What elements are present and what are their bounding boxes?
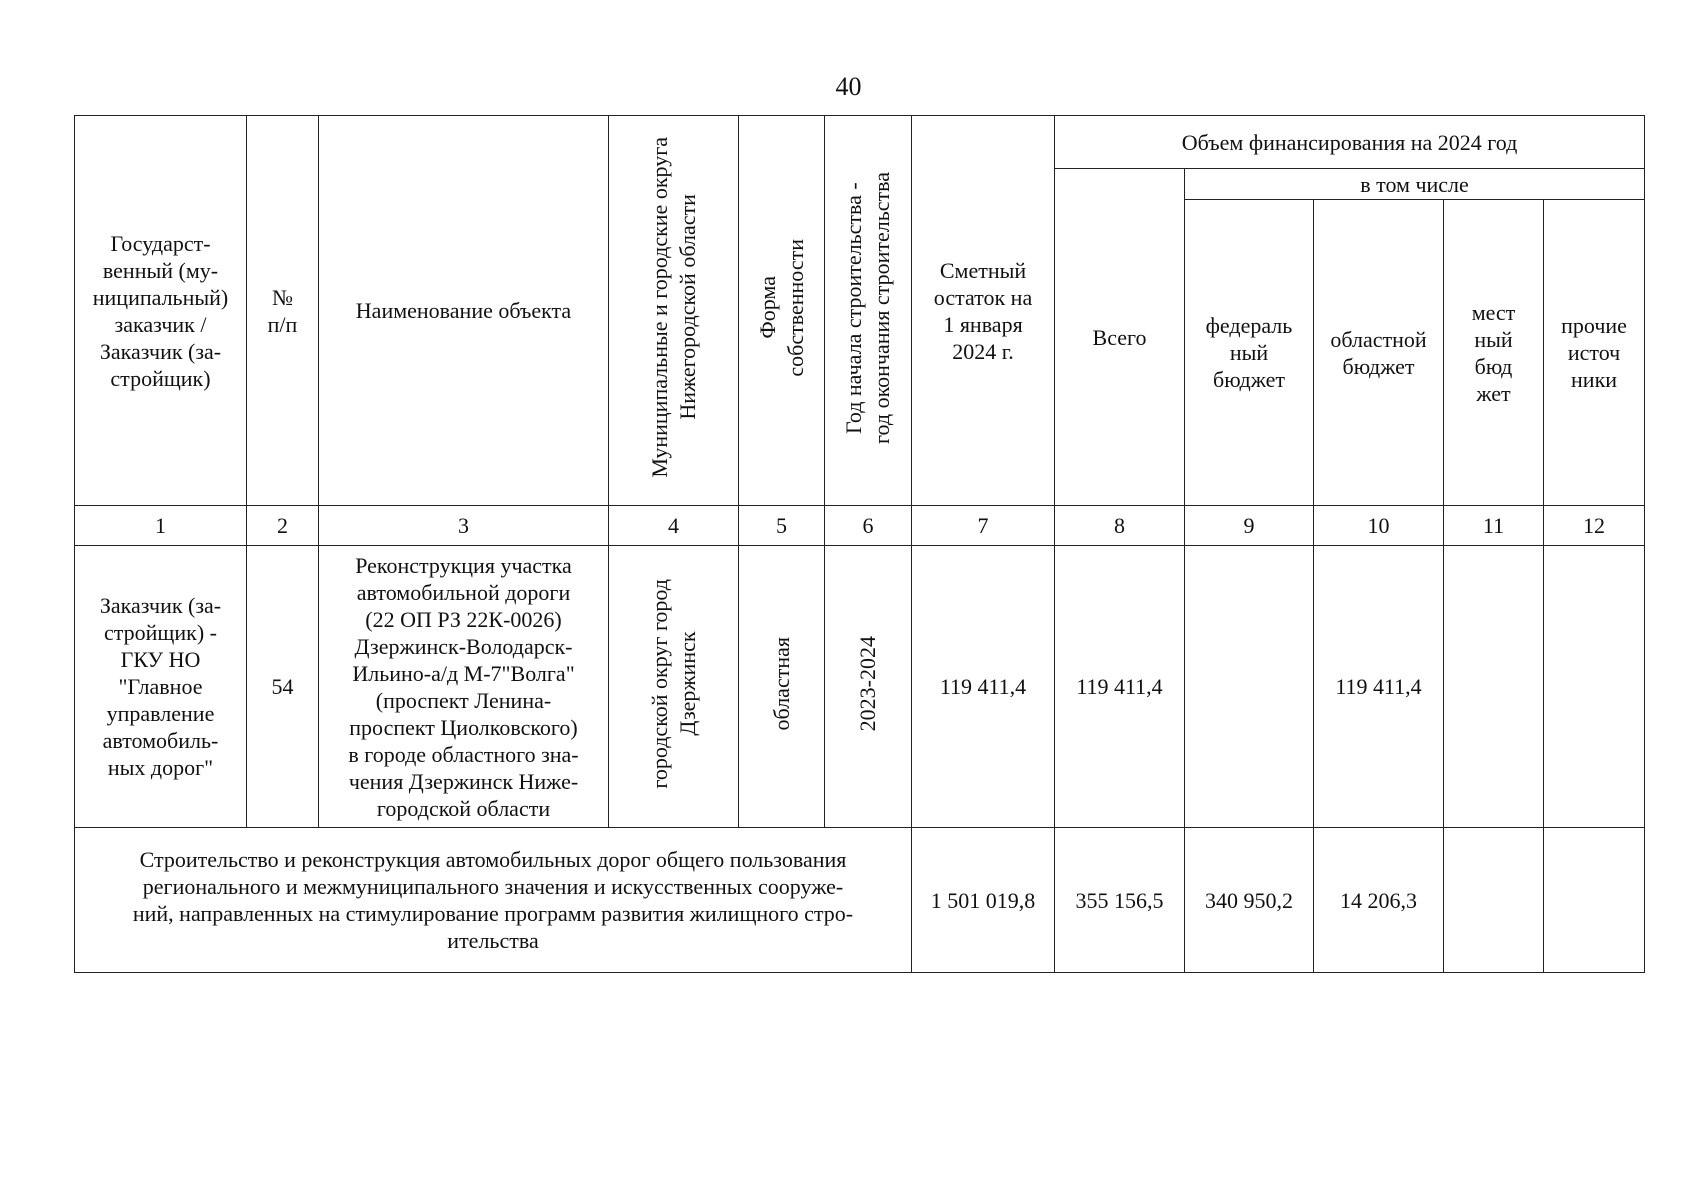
summary-other-sources — [1544, 828, 1645, 973]
column-number: 4 — [609, 506, 739, 546]
row-regional-budget: 119 411,4 — [1314, 546, 1444, 828]
summary-federal-budget: 340 950,2 — [1185, 828, 1314, 973]
header-federal-budget: федераль ный бюджет — [1185, 200, 1314, 506]
summary-label: Строительство и реконструкция автомобильных дорог общего пользования регионального и межмуниципального значения и искусственных сооруже- ний, направленных на стимулирование программ развития жилищного стро- ительства — [75, 828, 912, 973]
column-number: 11 — [1444, 506, 1544, 546]
column-number: 6 — [825, 506, 912, 546]
financing-table — [74, 115, 1645, 973]
header-customer: Государст- венный (му- ниципальный) заказчик / Заказчик (за- стройщик) — [75, 116, 247, 506]
column-number: 2 — [247, 506, 319, 546]
column-number: 1 — [75, 506, 247, 546]
column-number-row — [75, 506, 1645, 546]
column-number: 9 — [1185, 506, 1314, 546]
summary-local-budget — [1444, 828, 1544, 973]
column-number: 10 — [1314, 506, 1444, 546]
header-total: Всего — [1055, 169, 1185, 506]
row-estimate-remainder: 119 411,4 — [912, 546, 1055, 828]
summary-estimate-remainder: 1 501 019,8 — [912, 828, 1055, 973]
header-other-sources: прочие источ ники — [1544, 200, 1645, 506]
header-local-budget: мест ный бюд жет — [1444, 200, 1544, 506]
row-federal-budget — [1185, 546, 1314, 828]
summary-regional-budget: 14 206,3 — [1314, 828, 1444, 973]
header-including: в том числе — [1185, 169, 1645, 200]
table-row — [75, 546, 1645, 828]
header-object-name: Наименование объекта — [319, 116, 609, 506]
column-number: 3 — [319, 506, 609, 546]
row-total: 119 411,4 — [1055, 546, 1185, 828]
header-funding-volume: Объем финансирования на 2024 год — [1055, 116, 1645, 169]
column-number: 12 — [1544, 506, 1645, 546]
summary-total: 355 156,5 — [1055, 828, 1185, 973]
row-ownership: областная — [739, 546, 825, 828]
header-estimate-remainder: Сметный остаток на 1 января 2024 г. — [912, 116, 1055, 506]
row-local-budget — [1444, 546, 1544, 828]
header-number: № п/п — [247, 116, 319, 506]
row-number: 54 — [247, 546, 319, 828]
header-row — [75, 116, 1645, 169]
row-object-name: Реконструкция участка автомобильной дороги (22 ОП РЗ 22К-0026) Дзержинск-Володарск- Ильино-а/д М-7"Волга" (проспект Ленина- проспект Циолковского) в городе областного зна- чения Дзержинск Ниже- городской области — [319, 546, 609, 828]
summary-row — [75, 828, 1645, 973]
page-number: 40 — [835, 72, 862, 101]
row-other-sources — [1544, 546, 1645, 828]
header-regional-budget: областной бюджет — [1314, 200, 1444, 506]
row-municipality: городской округ город Дзержинск — [609, 546, 739, 828]
row-years: 2023-2024 — [825, 546, 912, 828]
header-municipality: Муниципальные и городские округа Нижегородской области — [609, 116, 739, 506]
row-customer: Заказчик (за- стройщик) - ГКУ НО "Главное управление автомобиль- ных дорог" — [75, 546, 247, 828]
header-ownership: Форма собственности — [739, 116, 825, 506]
column-number: 8 — [1055, 506, 1185, 546]
header-years: Год начала строительства - год окончания строительства — [825, 116, 912, 506]
column-number: 5 — [739, 506, 825, 546]
column-number: 7 — [912, 506, 1055, 546]
